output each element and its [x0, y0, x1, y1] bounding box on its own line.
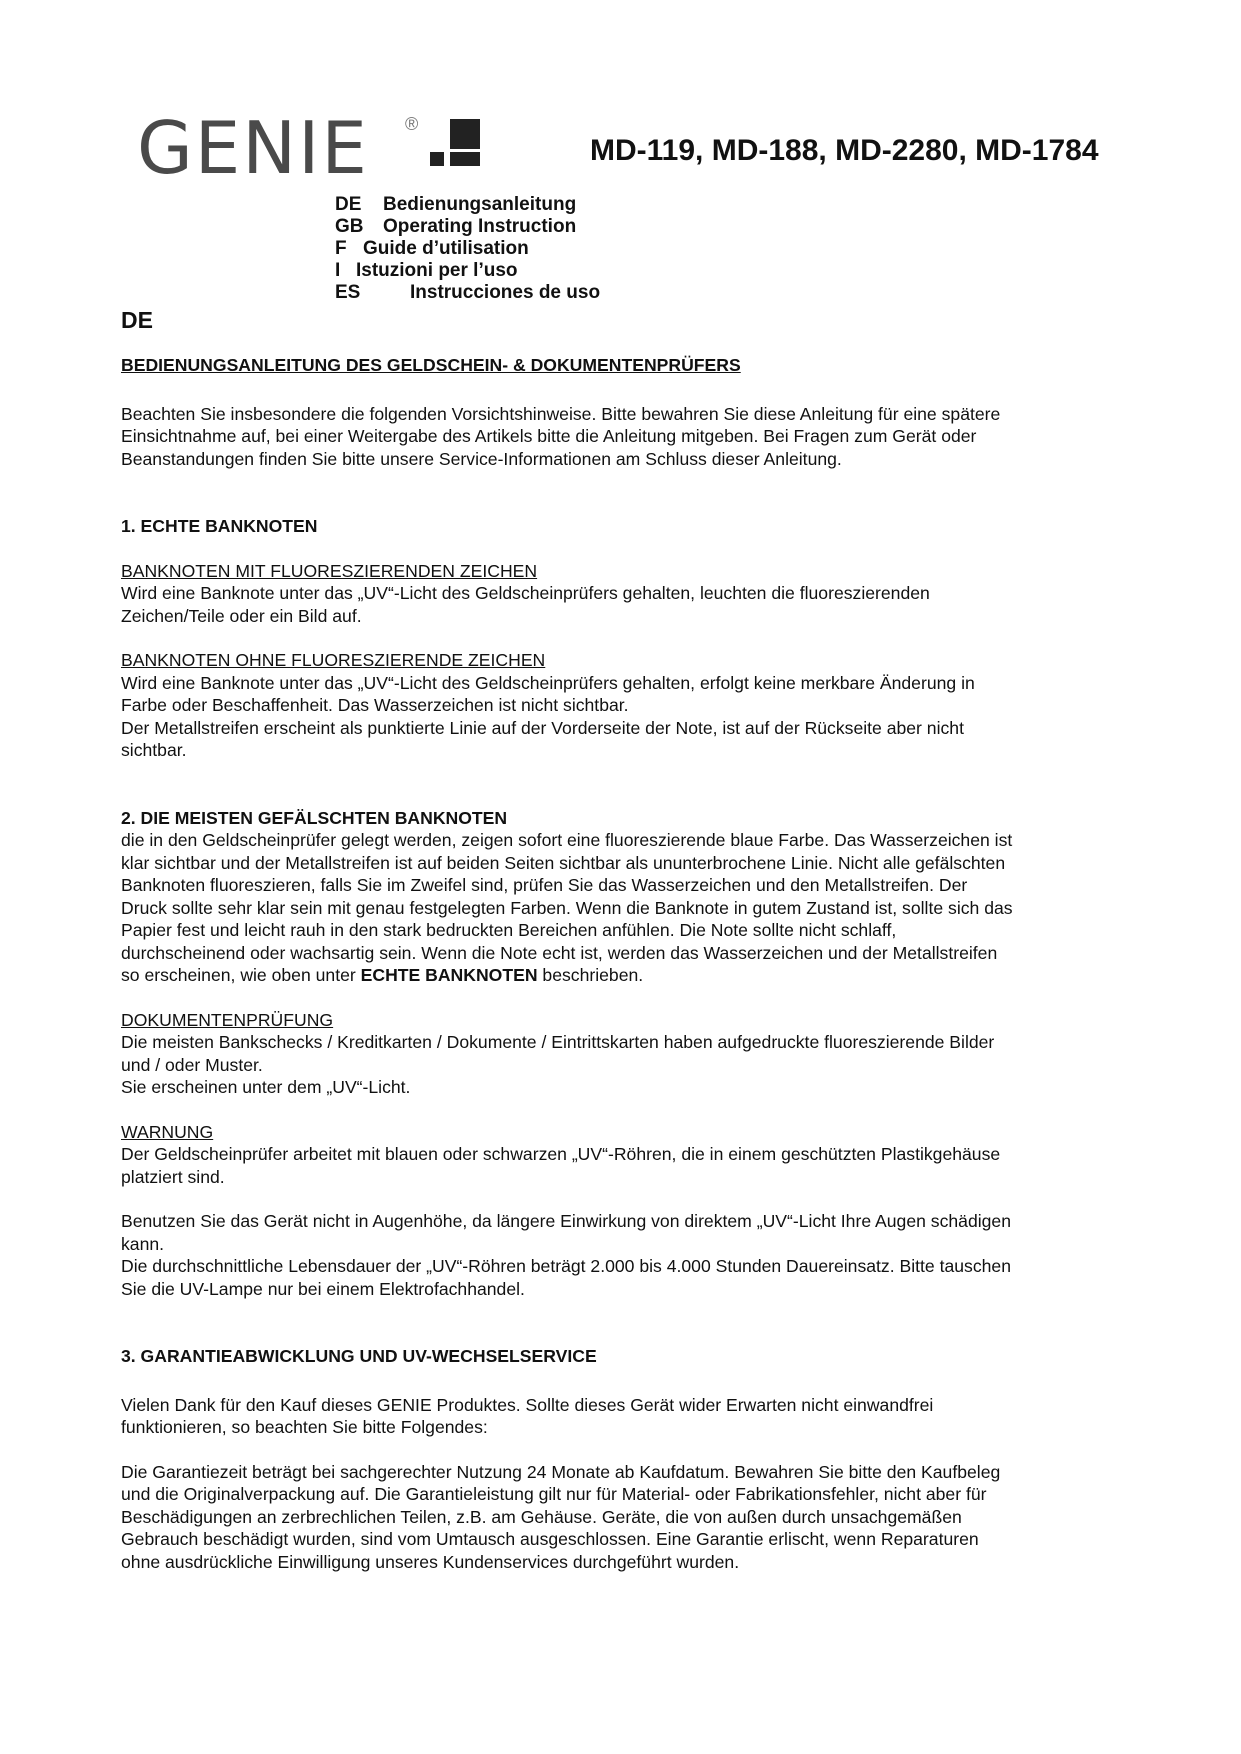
text-line: klar sichtbar und der Metallstreifen ist auf beiden Seiten sichtbar als ununterbrochene Linie. Nicht alle gefälschten [121, 852, 1006, 873]
logo-square-small-icon [430, 152, 444, 166]
language-label: Istuzioni per l’uso [356, 260, 518, 281]
subheading-non-fluorescent: BANKNOTEN OHNE FLUORESZIERENDE ZEICHEN [121, 650, 546, 670]
section-language-heading: DE [121, 307, 153, 333]
text-span: beschrieben. [537, 965, 644, 985]
text-line: Farbe oder Beschaffenheit. Das Wasserzeichen ist nicht sichtbar. [121, 695, 629, 715]
text-line: platziert sind. [121, 1166, 225, 1187]
text-line [121, 964, 1121, 987]
main-title: BEDIENUNGSANLEITUNG DES GELDSCHEIN- & DOKUMENTENPRÜFERS [121, 355, 741, 375]
paragraph [121, 1461, 1121, 1574]
text-line: Der Metallstreifen erscheint als punktierte Linie auf der Vorderseite der Note, ist auf der Rückseite aber nicht [121, 717, 964, 738]
text-span: so erscheinen, wie oben unter [121, 965, 361, 985]
registered-mark: ® [405, 114, 419, 134]
genie-logo [137, 106, 482, 190]
language-code: DE [335, 194, 362, 215]
language-item [335, 260, 600, 282]
logo-square-icon [450, 119, 480, 149]
subheading-warning: WARNUNG [121, 1121, 214, 1142]
language-label: Instrucciones de uso [410, 282, 601, 303]
model-numbers: MD-119, MD-188, MD-2280, MD-1784 [590, 134, 1099, 167]
paragraph [121, 829, 1121, 987]
subheading-document-check: DOKUMENTENPRÜFUNG [121, 1009, 334, 1030]
text-line: Beanstandungen finden Sie bitte unsere Service-Informationen am Schluss dieser Anleitung. [121, 448, 842, 469]
text-line: die in den Geldscheinprüfer gelegt werden, zeigen sofort eine fluoreszierende blaue Farbe. Das Wasserzeichen ist [121, 830, 1013, 850]
text-line: Sie die UV-Lampe nur bei einem Elektrofachhandel. [121, 1278, 525, 1299]
paragraph [121, 1394, 1121, 1439]
paragraph [121, 1031, 1121, 1099]
text-line: Die durchschnittliche Lebensdauer der „UV“-Röhren beträgt 2.000 bis 4.000 Stunden Dauereinsatz. Bitte tauschen [121, 1256, 1011, 1276]
section-2-title: 2. DIE MEISTEN GEFÄLSCHTEN BANKNOTEN [121, 807, 508, 828]
text-line: Sie erscheinen unter dem „UV“-Licht. [121, 1077, 411, 1097]
subheading-fluorescent: BANKNOTEN MIT FLUORESZIERENDEN ZEICHEN [121, 560, 538, 581]
language-label: Bedienungsanleitung [383, 194, 577, 215]
text-line: Vielen Dank für den Kauf dieses GENIE Produktes. Sollte dieses Gerät wider Erwarten nicht einwandfrei [121, 1394, 934, 1415]
text-line: kann. [121, 1233, 165, 1254]
text-line: Einsichtnahme auf, bei einer Weitergabe des Artikels bitte die Anleitung mitgeben. Bei Fragen zum Gerät oder [121, 426, 977, 446]
language-label: Operating Instruction [383, 216, 577, 237]
text-line: Druck sollte sehr klar sein mit genau festgelegten Farben. Wenn die Banknote in gutem Zustand ist, sollte sich das [121, 897, 1013, 918]
language-item [335, 282, 600, 304]
bold-reference: ECHTE BANKNOTEN [360, 965, 538, 985]
text-line: Der Geldscheinprüfer arbeitet mit blauen oder schwarzen „UV“-Röhren, die in einem geschützten Plastikgehäuse [121, 1144, 1001, 1164]
text-line: Die meisten Bankschecks / Kreditkarten / Dokumente / Eintrittskarten haben aufgedruckte fluoreszierende Bilder [121, 1032, 995, 1052]
text-line: Zeichen/Teile oder ein Bild auf. [121, 605, 362, 626]
text-line: Wird eine Banknote unter das „UV“-Licht des Geldscheinprüfers gehalten, erfolgt keine merkbare Änderung in [121, 672, 975, 693]
text-line: Benutzen Sie das Gerät nicht in Augenhöhe, da längere Einwirkung von direktem „UV“-Licht Ihre Augen schädigen [121, 1211, 1012, 1231]
language-code: GB [335, 216, 364, 237]
language-item [335, 216, 600, 238]
text-line: durchscheinend oder wachsartig sein. Wenn die Note echt ist, werden das Wasserzeichen und der Metallstreifen [121, 942, 998, 963]
language-item [335, 238, 600, 260]
text-line: Banknoten fluoreszieren, falls Sie im Zweifel sind, prüfen Sie das Wasserzeichen und den Metallstreifen. Der [121, 875, 968, 895]
section-1-title: 1. ECHTE BANKNOTEN [121, 516, 318, 536]
section-3-title: 3. GARANTIEABWICKLUNG UND UV-WECHSELSERVICE [121, 1346, 597, 1366]
text-line: Beschädigungen an zerbrechlichen Teilen, z.B. am Gehäuse. Geräte, die von außen durch unsachgemäßen [121, 1506, 962, 1527]
logo-wordmark: GENIE [137, 106, 369, 190]
text-line: Die Garantiezeit beträgt bei sachgerechter Nutzung 24 Monate ab Kaufdatum. Bewahren Sie bitte den Kaufbeleg [121, 1461, 1001, 1482]
language-list [335, 194, 600, 304]
logo-square-bar-icon [450, 152, 480, 166]
paragraph [121, 672, 1121, 762]
paragraph [121, 1210, 1121, 1300]
document-body [121, 354, 1121, 1573]
language-item [335, 194, 600, 216]
text-line: funktionieren, so beachten Sie bitte Folgendes: [121, 1417, 488, 1437]
paragraph [121, 1143, 1121, 1188]
text-line: Beachten Sie insbesondere die folgenden Vorsichtshinweise. Bitte bewahren Sie diese Anleitung für eine spätere [121, 403, 1001, 424]
language-code: F [335, 238, 347, 259]
intro-paragraph [121, 403, 1121, 471]
language-code: ES [335, 282, 361, 303]
language-code: I [335, 260, 341, 281]
language-label: Guide d’utilisation [363, 238, 529, 259]
text-line: sichtbar. [121, 740, 187, 760]
text-line: Wird eine Banknote unter das „UV“-Licht des Geldscheinprüfers gehalten, leuchten die fluoreszierenden [121, 583, 930, 603]
paragraph [121, 582, 1121, 627]
text-line: Gebrauch beschädigt wurden, sind vom Umtausch ausgeschlossen. Eine Garantie erlischt, wenn Reparaturen [121, 1529, 979, 1549]
text-line: Papier fest und leicht rauh in den stark bedruckten Bereichen anfühlen. Die Note sollte nicht schlaff, [121, 920, 897, 940]
text-line: und / oder Muster. [121, 1054, 263, 1075]
text-line: ohne ausdrückliche Einwilligung unseres Kundenservices durchgeführt wurden. [121, 1551, 740, 1572]
text-line: und die Originalverpackung auf. Die Garantieleistung gilt nur für Material- oder Fabrikationsfehler, nicht aber für [121, 1484, 987, 1504]
